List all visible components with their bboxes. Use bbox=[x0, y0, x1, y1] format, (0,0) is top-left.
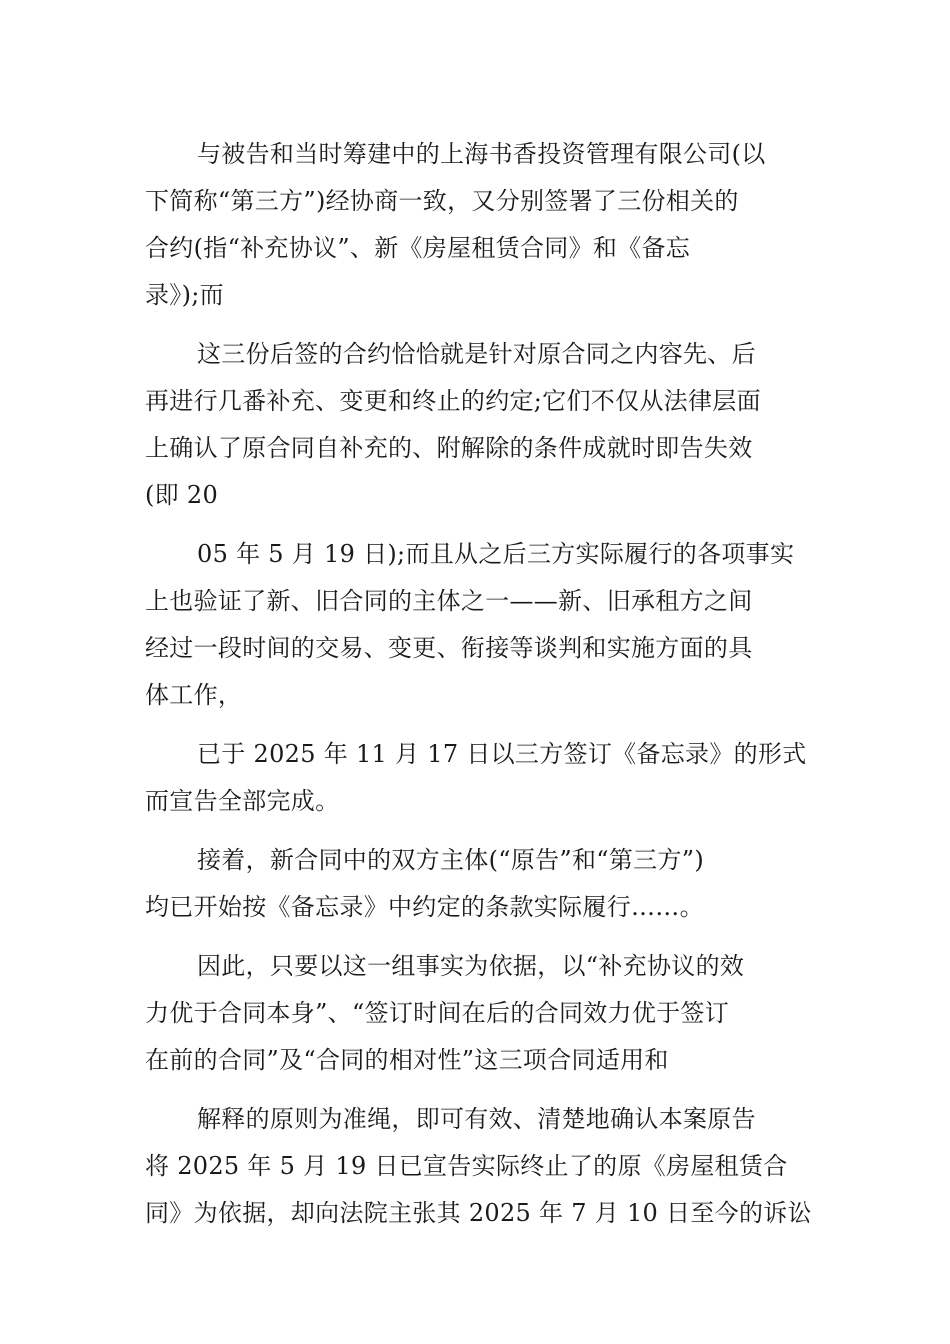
text-line: 这三份后签的合约恰恰就是针对原合同之内容先、后 bbox=[197, 340, 756, 368]
text-line: 上确认了原合同自补充的、附解除的条件成就时即告失效 bbox=[145, 434, 753, 462]
text-line: 05 年 5 月 19 日);而且从之后三方实际履行的各项事实 bbox=[197, 540, 795, 568]
text-line: 体工作， bbox=[145, 681, 243, 709]
paragraph-1 bbox=[145, 131, 807, 319]
paragraph-5 bbox=[145, 837, 807, 931]
text-line: 解释的原则为准绳，即可有效、清楚地确认本案原告 bbox=[197, 1105, 756, 1133]
paragraph-4 bbox=[145, 731, 807, 825]
text-line: 将 2025 年 5 月 19 日已宣告实际终止了的原《房屋租赁合 bbox=[145, 1152, 788, 1180]
text-line: 上也验证了新、旧合同的主体之一——新、旧承租方之间 bbox=[145, 587, 753, 615]
text-line: 经过一段时间的交易、变更、衔接等谈判和实施方面的具 bbox=[145, 634, 753, 662]
text-line: 已于 2025 年 11 月 17 日以三方签订《备忘录》的形式 bbox=[197, 740, 807, 768]
text-line: 与被告和当时筹建中的上海书香投资管理有限公司(以 bbox=[197, 140, 766, 168]
document-body bbox=[145, 131, 812, 1249]
text-line: 均已开始按《备忘录》中约定的条款实际履行……。 bbox=[145, 893, 704, 921]
paragraph-7 bbox=[145, 1096, 812, 1237]
text-line: 而宣告全部完成。 bbox=[145, 787, 340, 815]
text-line: (即 20 bbox=[145, 481, 219, 509]
text-line: 再进行几番补充、变更和终止的约定;它们不仅从法律层面 bbox=[145, 387, 761, 415]
text-line: 下简称“第三方”)经协商一致，又分别签署了三份相关的 bbox=[145, 187, 739, 215]
text-line: 录》);而 bbox=[145, 281, 224, 309]
paragraph-3 bbox=[145, 531, 807, 719]
text-line: 因此，只要以这一组事实为依据，以“补充协议的效 bbox=[197, 952, 745, 980]
text-line: 合约(指“补充协议”、新《房屋租赁合同》和《备忘 bbox=[145, 234, 691, 262]
paragraph-6 bbox=[145, 943, 807, 1084]
text-line: 在前的合同”及“合同的相对性”这三项合同适用和 bbox=[145, 1046, 669, 1074]
paragraph-2 bbox=[145, 331, 807, 519]
text-line: 力优于合同本身”、“签订时间在后的合同效力优于签订 bbox=[145, 999, 730, 1027]
text-line: 同》为依据，却向法院主张其 2025 年 7 月 10 日至今的诉讼 bbox=[145, 1199, 812, 1227]
text-line: 接着，新合同中的双方主体(“原告”和“第三方”) bbox=[197, 846, 705, 874]
